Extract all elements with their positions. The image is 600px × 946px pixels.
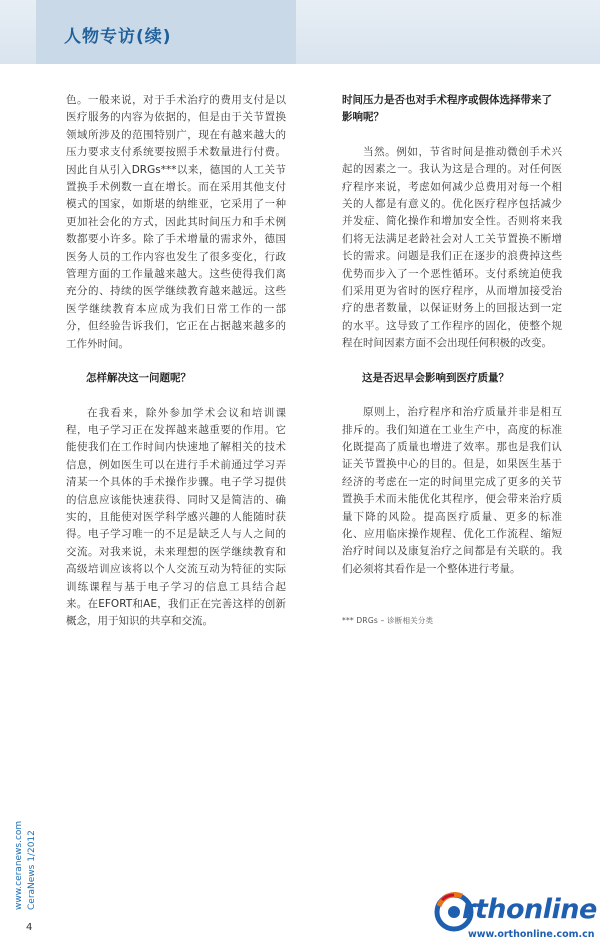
paragraph: 色。一般来说，对于手术治疗的费用支付是以医疗服务的内容为依据的，但是由于关节置换领域所涉及的范围特别广，现在有越来越大的压力要求支付系统要按照手术数量进行付费。因此自从引入DRGs***以来，德国的人工关节置换手术例数一直在增长。而在采用其他支付模式的国家，如斯堪的纳维亚，它采用了一种更加社会化的方式，因此其时间压力和手术例数都要小许多。除了手术增量的需求外，德国医务人员的工作内容也发生了很多变化，行政管理方面的工作量越来越大。这些使得我们离充分的、持续的医学继续教育越来越远。这些医学继续教育本应成为我们日常工作的一部分，但经验告诉我们，它正在占据越来越多的工作外时间。 — [66, 94, 286, 350]
paragraph: 当然。例如，节省时间是推动微创手术兴起的因素之一。我认为这是合理的。对任何医疗程序来说，考虑如何减少总费用对每一个相关的人都是有意义的。优化医疗程序包括减少并发症、简化操作和增加安全性。否则将来我们将无法满足老龄社会对人工关节置换不断增长的需求。问题是我们正在逐步的浪费掉这些优势而步入了一个恶性循环。支付系统迫使我们采用更为省时的医疗程序，从而增加接受治疗的患者数量，以保证财务上的回报达到一定的水平。这导致了工作程序的固化，使整个规程在时间因素方面不会出现任何积极的改变。 — [342, 145, 562, 350]
paragraph: 在我看来，除外参加学术会议和培训课程，电子学习正在发挥越来越重要的作用。它能使我们在工作时间内快速地了解相关的技术信息，例如医生可以在进行手术前通过学习弄清某一个具体的手术操作步骤。电子学习提供的信息应该能快速获得、同时又是简洁的、确实的，且能使对医学科学感兴趣的人能随时获得。电子学习唯一的不足是缺乏人与人之间的交流。对我来说，未来理想的医学继续教育和高级培训应该将以个人交流互动为特征的实际训练课程与基于电子学习的信息工具结合起来。在EFORT和AE，我们正在完善这样的创新概念，用于知识的共享和交流。 — [66, 406, 286, 628]
logo-word: rthonline — [462, 894, 597, 925]
page-number: 4 — [26, 922, 33, 933]
orthonline-logo — [432, 888, 596, 944]
sidebar-website: www.ceranews.com — [14, 820, 24, 910]
section-heading: 这是否迟早会影响到医疗质量？ — [362, 371, 509, 384]
paragraph: 原则上，治疗程序和治疗质量并非是相互排斥的。我们知道在工业生产中，高度的标准化既提高了质量也增进了效率。那也是我们认证关节置换中心的目的。但是，如果医生基于经济的考虑在一定的时间里完成了更多的关节置换手术而未能优化其程序，便会带来治疗质量下降的风险。提高医疗质量、更多的标准化、应用临床操作规程、优化工作流程、缩短治疗时间以及康复治疗之间都是有关联的。我们必须将其看作是一个整体进行考量。 — [342, 406, 562, 575]
section-heading: 时间压力是否也对手术程序或假体选择带来了影响呢？ — [342, 94, 552, 124]
logo-url: www.orthonline.com.cn — [468, 929, 595, 940]
right-column — [342, 92, 562, 630]
sidebar-issue: CeraNews 1/2012 — [27, 830, 37, 910]
sidebar — [0, 64, 36, 946]
footnote: *** DRGs – 诊断相关分类 — [342, 616, 434, 626]
page-title: 人物专访(续) — [64, 27, 172, 47]
left-column — [66, 92, 286, 631]
section-heading: 怎样解决这一问题呢？ — [86, 372, 191, 385]
